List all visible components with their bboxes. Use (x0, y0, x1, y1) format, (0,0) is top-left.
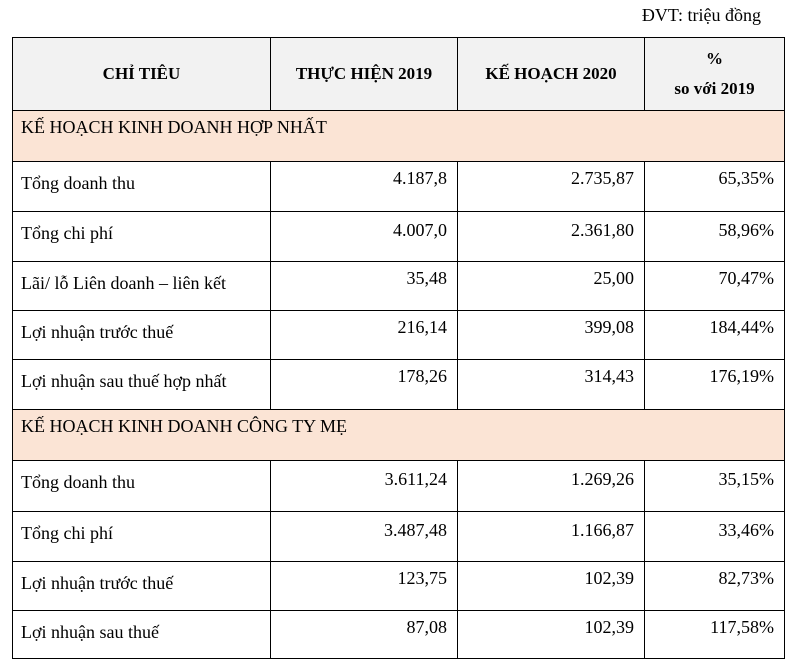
row-label: Tổng doanh thu (13, 162, 271, 212)
cell-plan: 2.735,87 (458, 162, 645, 212)
row-label: Lợi nhuận sau thuế hợp nhất (13, 360, 271, 410)
section-row-parent-company (13, 410, 785, 461)
table-row (13, 512, 785, 562)
cell-plan: 314,43 (458, 360, 645, 410)
cell-plan: 1.166,87 (458, 512, 645, 562)
cell-actual: 3.487,48 (271, 512, 458, 562)
table-row (13, 162, 785, 212)
header-indicator: CHỈ TIÊU (13, 38, 271, 111)
table-row (13, 562, 785, 611)
cell-actual: 123,75 (271, 562, 458, 611)
cell-plan: 399,08 (458, 311, 645, 360)
header-percent-symbol: % (706, 49, 723, 68)
cell-percent: 33,46% (645, 512, 785, 562)
cell-percent: 82,73% (645, 562, 785, 611)
row-label: Lãi/ lỗ Liên doanh – liên kết (13, 262, 271, 311)
cell-percent: 35,15% (645, 461, 785, 512)
section-title: KẾ HOẠCH KINH DOANH CÔNG TY MẸ (13, 410, 785, 461)
cell-plan: 2.361,80 (458, 212, 645, 262)
cell-actual: 87,08 (271, 611, 458, 659)
cell-percent: 117,58% (645, 611, 785, 659)
cell-percent: 65,35% (645, 162, 785, 212)
table-row (13, 311, 785, 360)
table-row (13, 611, 785, 659)
table-row (13, 360, 785, 410)
cell-percent: 58,96% (645, 212, 785, 262)
cell-actual: 4.007,0 (271, 212, 458, 262)
row-label: Lợi nhuận trước thuế (13, 562, 271, 611)
row-label: Tổng chi phí (13, 212, 271, 262)
cell-percent: 176,19% (645, 360, 785, 410)
cell-actual: 178,26 (271, 360, 458, 410)
table-row (13, 262, 785, 311)
section-row-consolidated (13, 111, 785, 162)
row-label: Lợi nhuận sau thuế (13, 611, 271, 659)
row-label: Tổng doanh thu (13, 461, 271, 512)
header-plan-2020: KẾ HOẠCH 2020 (458, 38, 645, 111)
table-row (13, 461, 785, 512)
header-actual-2019: THỰC HIỆN 2019 (271, 38, 458, 111)
cell-actual: 35,48 (271, 262, 458, 311)
cell-plan: 102,39 (458, 562, 645, 611)
table-row (13, 212, 785, 262)
cell-plan: 25,00 (458, 262, 645, 311)
header-percent (645, 38, 785, 111)
unit-label: ĐVT: triệu đồng (641, 5, 761, 25)
cell-actual: 4.187,8 (271, 162, 458, 212)
row-label: Tổng chi phí (13, 512, 271, 562)
header-percent-label: so với 2019 (674, 79, 755, 98)
cell-plan: 102,39 (458, 611, 645, 659)
cell-actual: 3.611,24 (271, 461, 458, 512)
row-label: Lợi nhuận trước thuế (13, 311, 271, 360)
header-row (13, 38, 785, 111)
cell-percent: 184,44% (645, 311, 785, 360)
cell-actual: 216,14 (271, 311, 458, 360)
section-title: KẾ HOẠCH KINH DOANH HỢP NHẤT (13, 111, 785, 162)
cell-percent: 70,47% (645, 262, 785, 311)
business-plan-table (12, 37, 785, 659)
cell-plan: 1.269,26 (458, 461, 645, 512)
